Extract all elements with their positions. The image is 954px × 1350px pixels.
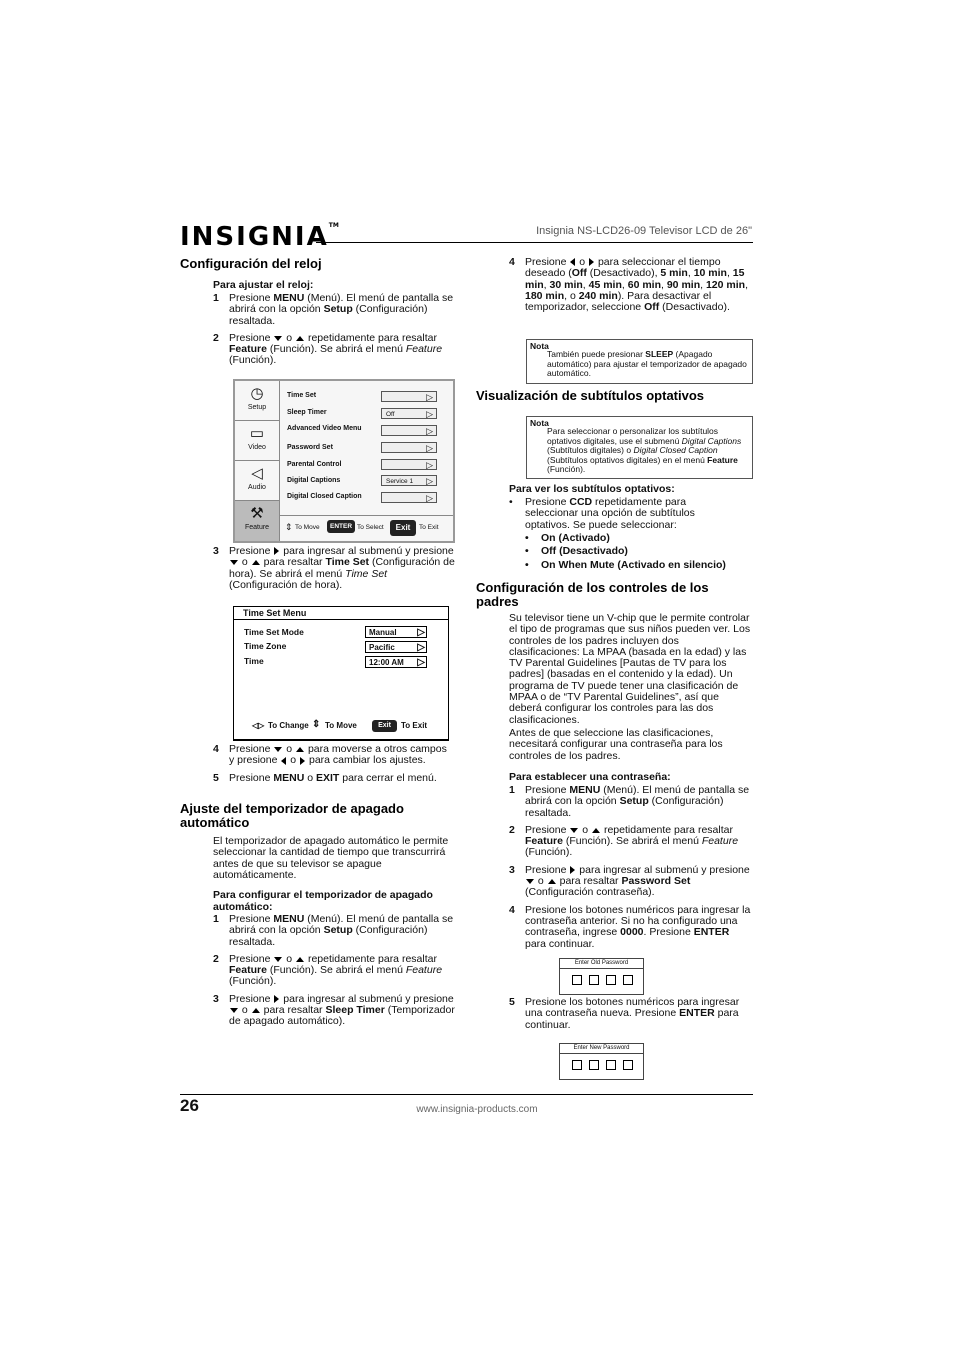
old-password-box bbox=[559, 958, 644, 995]
parental-heading: Configuración de los controles de los padres bbox=[476, 580, 709, 609]
menu-value-box bbox=[381, 391, 437, 402]
tab-setup: ◷ Setup bbox=[235, 381, 279, 421]
menu-item-digital-captions: Digital Captions bbox=[287, 477, 341, 484]
password-step-1: 1 Presione MENU (Menú). El menú de pantalla se abrirá con la opción Setup (Configuración) resaltada. bbox=[509, 784, 750, 819]
up-arrow-icon bbox=[296, 336, 304, 341]
speaker-icon: ◁ bbox=[251, 465, 263, 482]
digit-box bbox=[623, 975, 633, 985]
up-arrow-icon bbox=[592, 828, 600, 833]
note-title: Nota bbox=[530, 341, 549, 351]
time-set-mode-label: Time Set Mode bbox=[244, 627, 304, 637]
menu-item-sleep-timer: Sleep Timer bbox=[287, 409, 327, 416]
clock-subheading: Para ajustar el reloj: bbox=[213, 279, 314, 291]
new-password-label: Enter New Password bbox=[560, 1044, 643, 1054]
note-text: También puede presionar SLEEP (Apagado automático) para ajustar el temporizador de apagado automático. bbox=[547, 349, 747, 378]
digit-box bbox=[572, 975, 582, 985]
down-arrow-icon bbox=[526, 879, 534, 884]
menu-item-digital-closed-caption: Digital Closed Caption bbox=[287, 493, 362, 500]
right-arrow-icon bbox=[274, 995, 279, 1003]
sleep-heading: Ajuste del temporizador de apagado automático bbox=[180, 801, 404, 830]
down-arrow-icon bbox=[230, 1008, 238, 1013]
clock-step-5: 5 Presione MENU o EXIT para cerrar el menú. bbox=[213, 771, 437, 784]
right-arrow-icon: ▷ bbox=[426, 493, 433, 503]
right-arrow-icon: ▷ bbox=[417, 657, 425, 668]
menu-item-time-set: Time Set bbox=[287, 392, 317, 399]
time-label: Time bbox=[244, 656, 264, 666]
page-number: 26 bbox=[180, 1096, 199, 1115]
parental-paragraph-2: Antes de que seleccione las clasificaciones, necesitará configurar una contraseña para los controles de los padres. bbox=[509, 727, 723, 762]
footer-select-label: To Select bbox=[357, 524, 384, 531]
clock-step-4: 4 Presione o para moverse a otros campos y presione o para cambiar los ajustes. bbox=[213, 743, 447, 767]
footer-move-label: To Move bbox=[295, 524, 320, 531]
sleep-note bbox=[526, 339, 753, 384]
password-subheading: Para establecer una contraseña: bbox=[509, 771, 671, 783]
up-arrow-icon bbox=[548, 879, 556, 884]
menu-item-password-set: Password Set bbox=[287, 444, 333, 451]
tab-video: ▭ Video bbox=[235, 421, 279, 461]
password-step-4: 4 Presione los botones numéricos para ingresar la contraseña anterior. Si no ha configurado una contraseña, ingrese 0000. Presione ENTER para continuar. bbox=[509, 903, 751, 950]
footer-url: www.insignia-products.com bbox=[416, 1104, 538, 1115]
sleep-step-3: 3 Presione para ingresar al submenú y presione o para resaltar Sleep Timer (Temporizador de apagado automático). bbox=[213, 992, 455, 1028]
captions-note bbox=[526, 416, 753, 479]
note-text: Para seleccionar o personalizar los subtítulos optativos digitales, use el submenú Digital Captions (Subtítulos digitales) o Digital Closed Caption (Subtítulos optativos digitales) en el menú Feature (Función). bbox=[547, 426, 742, 474]
tools-icon: ⚒ bbox=[250, 505, 264, 522]
sleep-step-4: 4 Presione o para seleccionar el tiempo deseado (Off (Desactivado), 5 min, 10 min, 15 min, 30 min, 45 min, 60 min, 90 min, 120 min, 180 min, o 240 min). Para desactivar el temporizador, seleccione Off (Desactivado). bbox=[509, 256, 748, 314]
tv-icon: ▭ bbox=[249, 425, 265, 442]
password-step-5: 5 Presione los botones numéricos para ingresar una contraseña nueva. Presione ENTER para continuar. bbox=[509, 996, 740, 1031]
up-down-arrow-icon: ⇕ bbox=[285, 522, 293, 532]
digit-box bbox=[623, 1060, 633, 1070]
menu-value-box: Service 1 ▷ bbox=[381, 475, 437, 486]
time-set-menu-title: Time Set Menu bbox=[234, 607, 448, 620]
clock-step-3-list bbox=[213, 546, 455, 597]
captions-options bbox=[525, 532, 755, 572]
menu-value-box bbox=[381, 492, 437, 503]
exit-key: Exit bbox=[372, 720, 397, 732]
digit-box bbox=[606, 975, 616, 985]
up-arrow-icon bbox=[252, 560, 260, 565]
sleep-steps bbox=[213, 914, 455, 1034]
password-step-5-list bbox=[509, 997, 752, 1037]
footer-change-label: To Change bbox=[268, 721, 309, 730]
captions-subheading: Para ver los subtítulos optativos: bbox=[509, 483, 675, 495]
down-arrow-icon bbox=[274, 747, 282, 752]
up-arrow-icon bbox=[252, 1008, 260, 1013]
sleep-step-4-list bbox=[509, 257, 751, 319]
right-arrow-icon bbox=[274, 547, 279, 555]
captions-option: • On When Mute (Activado en silencio) bbox=[525, 559, 755, 572]
down-arrow-icon bbox=[274, 336, 282, 341]
right-arrow-icon bbox=[300, 757, 305, 765]
up-arrow-icon bbox=[296, 957, 304, 962]
enter-key: ENTER bbox=[327, 520, 355, 533]
footer-rule bbox=[180, 1094, 753, 1095]
captions-option: • Off (Desactivado) bbox=[525, 545, 755, 558]
up-arrow-icon bbox=[296, 747, 304, 752]
new-password-box bbox=[559, 1043, 644, 1080]
right-arrow-icon: ▷ bbox=[426, 409, 433, 419]
menu-value-box bbox=[381, 459, 437, 470]
captions-bullet-list bbox=[509, 497, 729, 531]
right-arrow-icon: ▷ bbox=[426, 443, 433, 453]
sleep-step-2: 2 Presione o repetidamente para resaltar Feature (Función). Se abrirá el menú Feature (Función). bbox=[213, 952, 443, 988]
password-step-2: 2 Presione o repetidamente para resaltar Feature (Función). Se abrirá el menú Feature (Función). bbox=[509, 823, 739, 859]
menu-item-parental-control: Parental Control bbox=[287, 461, 342, 468]
time-zone-value: Pacific ▷ bbox=[365, 641, 427, 653]
menu-item-advanced-video: Advanced Video Menu bbox=[287, 425, 362, 432]
time-zone-label: Time Zone bbox=[244, 641, 287, 651]
clock-steps-4-5 bbox=[213, 744, 455, 790]
menu-value-box bbox=[381, 425, 437, 436]
right-arrow-icon: ▷ bbox=[426, 426, 433, 436]
insignia-logo: INSIGNIA™ bbox=[180, 222, 339, 252]
left-right-arrow-icon: ◁▷ bbox=[252, 721, 265, 730]
feature-menu-footer bbox=[279, 515, 453, 542]
captions-heading: Visualización de subtítulos optativos bbox=[476, 388, 705, 403]
digit-box bbox=[589, 975, 599, 985]
right-arrow-icon: ▷ bbox=[426, 460, 433, 470]
down-arrow-icon bbox=[230, 560, 238, 565]
old-password-label: Enter Old Password bbox=[560, 959, 643, 969]
tab-feature: ⚒ Feature bbox=[235, 501, 279, 541]
menu-value-box bbox=[381, 442, 437, 453]
digit-box bbox=[589, 1060, 599, 1070]
exit-key: Exit bbox=[390, 520, 416, 536]
time-set-menu-screenshot bbox=[233, 606, 449, 741]
menu-value-box: Off ▷ bbox=[381, 408, 437, 419]
time-set-mode-value: Manual ▷ bbox=[365, 626, 427, 638]
sleep-subheading: Para configurar el temporizador de apagado automático: bbox=[213, 889, 433, 913]
left-arrow-icon bbox=[570, 258, 575, 266]
sleep-intro: El temporizador de apagado automático le permite seleccionar la cantidad de tiempo que transcurrirá antes de que su televisor se apague automáticamente. bbox=[213, 835, 449, 881]
menu-tabs bbox=[235, 381, 280, 541]
right-arrow-icon bbox=[589, 258, 594, 266]
up-down-arrow-icon: ⇕ bbox=[312, 719, 321, 730]
right-arrow-icon: ▷ bbox=[426, 392, 433, 402]
down-arrow-icon bbox=[274, 957, 282, 962]
right-arrow-icon: ▷ bbox=[426, 476, 433, 486]
note-title: Nota bbox=[530, 418, 549, 428]
footer-move-label: To Move bbox=[325, 721, 357, 730]
header-title: Insignia NS-LCD26-09 Televisor LCD de 26" bbox=[536, 225, 752, 237]
down-arrow-icon bbox=[570, 828, 578, 833]
parental-paragraph-1: Su televisor tiene un V-chip que le permite controlar el tipo de programas que sus niños pueden ver. Los controles de los padres incluyen dos clasificaciones: La MPAA (basada en la edad) y las TV Parental Guidelines [Pautas de TV para los padres] (basadas en el contenido y la edad). Un programa de TV puede tener una clasificación de MPAA o de “TV Parental Guidelines”, así que deberá configurar los controles para las dos clasificaciones. bbox=[509, 612, 751, 726]
clock-steps-1-2 bbox=[213, 293, 455, 373]
time-value: 12:00 AM ▷ bbox=[365, 656, 427, 668]
feature-menu-screenshot bbox=[233, 379, 455, 543]
digit-box bbox=[606, 1060, 616, 1070]
header-rule bbox=[316, 242, 753, 243]
right-arrow-icon: ▷ bbox=[417, 642, 425, 653]
clock-step-1: 1 Presione MENU (Menú). El menú de pantalla se abrirá con la opción Setup (Configuración) resaltada. bbox=[213, 292, 454, 327]
captions-option: • On (Activado) bbox=[525, 532, 755, 545]
footer-exit-label: To Exit bbox=[401, 721, 428, 730]
footer-exit-label: To Exit bbox=[419, 524, 439, 531]
password-step-3: 3 Presione para ingresar al submenú y presione o para resaltar Password Set (Configuración contraseña). bbox=[509, 863, 750, 899]
left-arrow-icon bbox=[281, 757, 286, 765]
right-arrow-icon: ▷ bbox=[417, 627, 425, 638]
clock-step-2: 2 Presione o repetidamente para resaltar Feature (Función). Se abrirá el menú Feature (Función). bbox=[213, 331, 443, 367]
sleep-step-1: 1 Presione MENU (Menú). El menú de pantalla se abrirá con la opción Setup (Configuración) resaltada. bbox=[213, 913, 454, 948]
clock-step-3: 3 Presione para ingresar al submenú y presione o para resaltar Time Set (Configuración de hora). Se abrirá el menú Time Set (Configuración de hora). bbox=[213, 545, 455, 591]
password-steps bbox=[509, 785, 752, 956]
digit-box bbox=[572, 1060, 582, 1070]
right-arrow-icon bbox=[570, 866, 575, 874]
captions-bullet: • Presione CCD repetidamente para seleccionar una opción de subtítulos optativos. Se puede seleccionar: bbox=[509, 497, 729, 531]
tab-audio: ◁ Audio bbox=[235, 461, 279, 501]
clock-icon: ◷ bbox=[250, 385, 264, 402]
clock-heading: Configuración del reloj bbox=[180, 256, 322, 271]
